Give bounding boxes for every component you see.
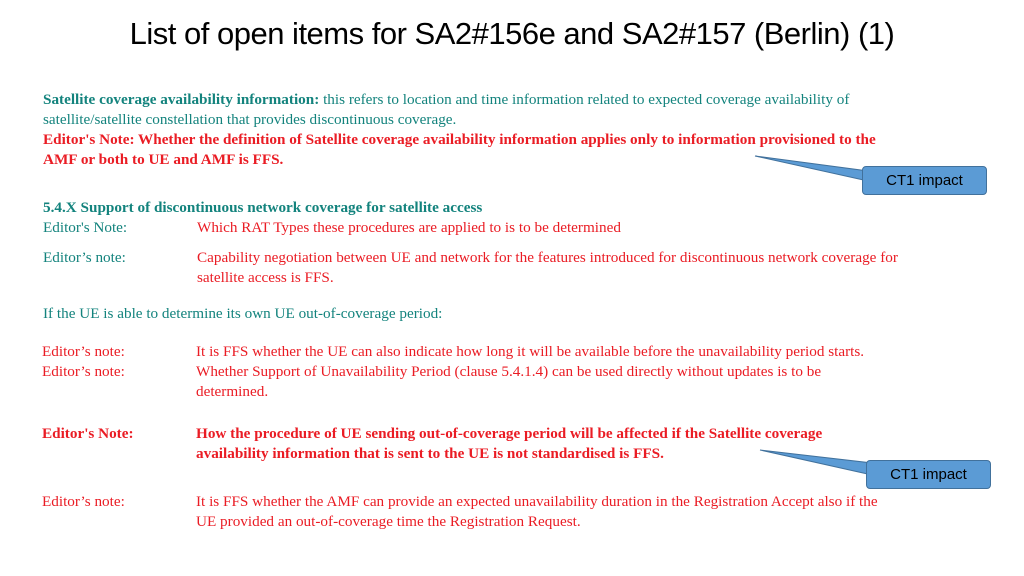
editors-note-unavailability-line1: Whether Support of Unavailability Period (clause 5.4.1.4) can be used directly without updates is to be bbox=[196, 363, 822, 380]
coverage-definition-text: this refers to location and time information related to expected coverage availability of bbox=[319, 91, 850, 108]
editors-note-label: Editor's Note: bbox=[42, 425, 134, 442]
editors-note-amf-line2: UE provided an out-of-coverage time the Registration Request. bbox=[196, 513, 581, 530]
ue-out-of-coverage-line: If the UE is able to determine its own UE out-of-coverage period: bbox=[43, 305, 443, 322]
ct1-impact-callout: CT1 impact bbox=[866, 460, 991, 489]
coverage-definition-line2: satellite/satellite constellation that provides discontinuous coverage. bbox=[43, 111, 457, 128]
editors-note-procedure-line2: availability information that is sent to the UE is not standardised is FFS. bbox=[196, 445, 664, 462]
editors-note-label: Editor’s note: bbox=[43, 249, 126, 266]
section-heading: 5.4.X Support of discontinuous network coverage for satellite access bbox=[43, 199, 483, 216]
editors-note-procedure-line1: How the procedure of UE sending out-of-coverage period will be affected if the Satellite coverage bbox=[196, 425, 823, 442]
editors-note-label: Editor's Note: bbox=[43, 219, 128, 236]
page-title: List of open items for SA2#156e and SA2#157 (Berlin) (1) bbox=[129, 16, 895, 51]
editors-note-label: Editor’s note: bbox=[42, 343, 125, 360]
editors-note-rat-types: Which RAT Types these procedures are applied to is to be determined bbox=[197, 219, 621, 236]
editors-note-capability-line2: satellite access is FFS. bbox=[197, 269, 334, 286]
editors-note-definition-line1: Editor's Note: Whether the definition of Satellite coverage availability information applies only to information provisioned to the bbox=[43, 131, 876, 148]
editors-note-unavailability-line2: determined. bbox=[196, 383, 269, 400]
editors-note-availability: It is FFS whether the UE can also indicate how long it will be available before the unavailability period starts. bbox=[196, 343, 865, 360]
editors-note-label: Editor’s note: bbox=[42, 493, 125, 510]
editors-note-capability-line1: Capability negotiation between UE and network for the features introduced for discontinuous network coverage for bbox=[197, 249, 898, 266]
editors-note-definition-line2: AMF or both to UE and AMF is FFS. bbox=[43, 151, 284, 168]
callout-pointer-1 bbox=[755, 156, 868, 181]
callout-pointer-2 bbox=[760, 450, 872, 475]
editors-note-amf-line1: It is FFS whether the AMF can provide an expected unavailability duration in the Registration Accept also if the bbox=[196, 493, 878, 510]
ct1-impact-callout: CT1 impact bbox=[862, 166, 987, 195]
coverage-definition-lead: Satellite coverage availability information: bbox=[43, 91, 320, 108]
editors-note-label: Editor’s note: bbox=[42, 363, 125, 380]
